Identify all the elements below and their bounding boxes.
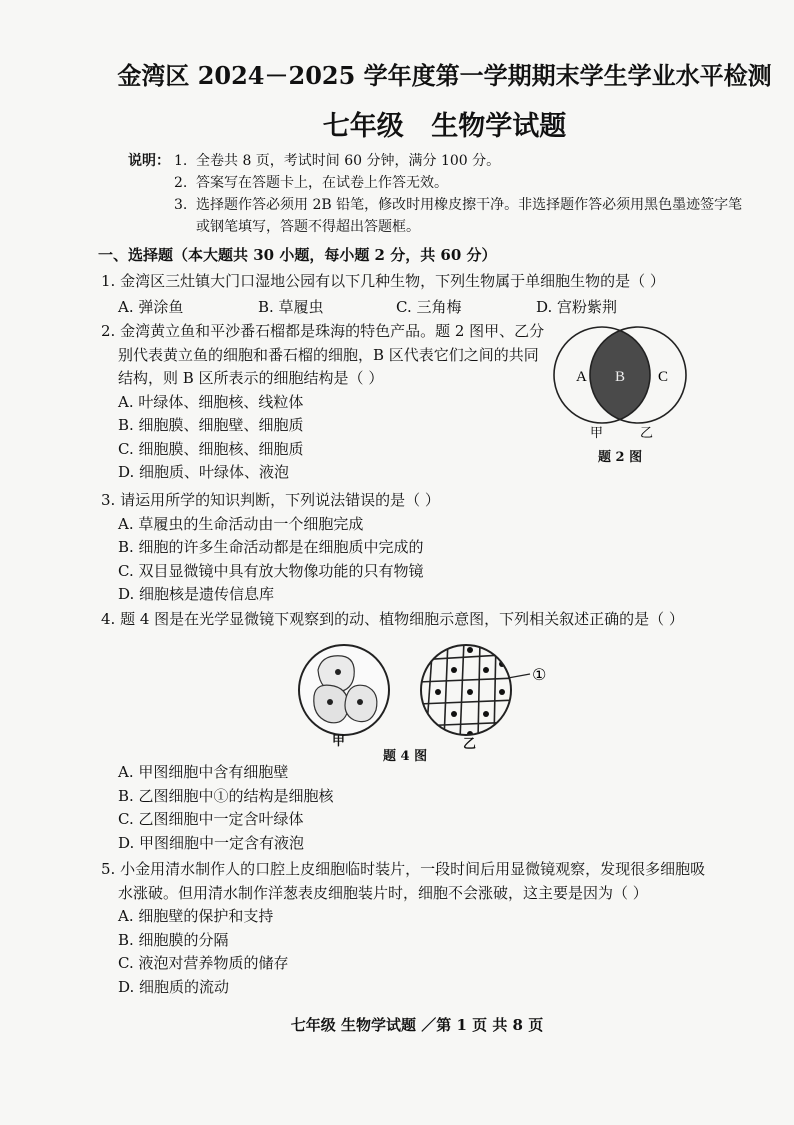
question-stem-line: 5. 小金用清水制作人的口腔上皮细胞临时装片，一段时间后用显微镜观察，发现很多细胞吸: [101, 860, 706, 878]
option-a: A. 细胞壁的保护和支持: [118, 907, 274, 925]
venn-diagram: [540, 325, 700, 465]
option-a: A. 叶绿体、细胞核、线粒体: [118, 392, 304, 411]
option-d: D. 宫粉紫荆: [536, 298, 618, 316]
section-heading: 一、选择题（本大题共 30 小题，每小题 2 分，共 60 分）: [98, 246, 497, 264]
option-c: C. 细胞膜、细胞核、细胞质: [118, 439, 304, 458]
instructions-label: 说明：: [128, 153, 170, 169]
question-stem-line: 结构，则 B 区所表示的细胞结构是（ ）: [118, 369, 384, 387]
option-b: B. 细胞膜的分隔: [118, 930, 229, 949]
option-d: D. 甲图细胞中一定含有液泡: [118, 833, 305, 852]
option-c: C. 乙图细胞中一定含叶绿体: [118, 810, 304, 828]
instruction-number: 3.: [174, 197, 188, 213]
venn-label-b: B: [615, 369, 626, 385]
question-2: [101, 320, 561, 485]
option-b: B. 乙图细胞中①的结构是细胞核: [118, 786, 334, 805]
nucleus: [335, 669, 341, 675]
option-a: A. 甲图细胞中含有细胞壁: [118, 763, 289, 781]
instruction-text: 全卷共 8 页，考试时间 60 分钟，满分 100 分。: [196, 153, 501, 169]
option-b: B. 细胞的许多生命活动都是在细胞质中完成的: [118, 538, 424, 556]
figure-4-caption: 题 4 图: [383, 749, 428, 764]
option-d: D. 细胞质、叶绿体、液泡: [118, 463, 290, 481]
instruction-text: 答案写在答题卡上，在试卷上作答无效。: [196, 175, 448, 191]
question-stem-line: 别代表黄立鱼的细胞和番石榴的细胞，B 区代表它们之间的共同: [118, 345, 539, 364]
question-stem: 1. 金湾区三灶镇大门口湿地公园有以下几种生物，下列生物属于单细胞生物的是（ ）: [101, 272, 665, 290]
option-b: B. 细胞膜、细胞壁、细胞质: [118, 416, 304, 434]
option-a: A. 弹涂鱼: [118, 298, 184, 316]
instruction-item: [128, 150, 748, 172]
instruction-number: 2.: [174, 175, 188, 191]
venn-label-c: C: [658, 369, 669, 385]
venn-under-jia: 甲: [590, 426, 604, 441]
option-b: B. 草履虫: [258, 298, 324, 316]
question-4-options: [101, 761, 334, 855]
plant-cell-view: [421, 645, 511, 735]
option-d: D. 细胞质的流动: [118, 977, 230, 996]
question-4: [101, 608, 684, 632]
instruction-item: [128, 172, 748, 194]
venn-under-yi: 乙: [640, 426, 654, 441]
venn-label-a: A: [576, 369, 587, 385]
figure-4-under-jia: 甲: [332, 734, 346, 749]
question-5: [101, 858, 705, 999]
instructions: [128, 150, 748, 238]
instruction-text: 选择题作答必须用 2B 铅笔，修改时用橡皮擦干净。非选择题作答必须用黑色墨迹签字笔或钢笔填写，答题不得超出答题框。: [196, 197, 743, 235]
figure-2-caption: 题 2 图: [598, 450, 643, 465]
page-footer: 七年级 生物学试题 ／第 1 页 共 8 页: [290, 1016, 544, 1034]
exam-subtitle: 七年级 生物学试题: [322, 111, 567, 142]
question-3: [101, 489, 440, 607]
option-c: C. 双目显微镜中具有放大物像功能的只有物镜: [118, 561, 424, 580]
question-1: [101, 270, 665, 294]
nucleus: [357, 699, 363, 705]
instruction-item: [128, 194, 748, 238]
question-stem: 4. 题 4 图是在光学显微镜下观察到的动、植物细胞示意图，下列相关叙述正确的是（ ）: [101, 610, 684, 628]
figure-4-under-yi: 乙: [463, 737, 477, 752]
option-c: C. 三角梅: [396, 298, 462, 316]
option-d: D. 细胞核是遗传信息库: [118, 585, 275, 603]
exam-title: 金湾区 2024－2025 学年度第一学期期末学生学业水平检测: [117, 61, 772, 90]
marker-line: [508, 674, 530, 678]
question-stem-line: 2. 金湾黄立鱼和平沙番石榴都是珠海的特色产品。题 2 图甲、乙分: [101, 322, 545, 340]
option-a: A. 草履虫的生命活动由一个细胞完成: [118, 514, 364, 533]
question-stem-line: 水涨破。但用清水制作洋葱表皮细胞装片时，细胞不会涨破，这主要是因为（ ）: [118, 883, 648, 902]
nucleus: [327, 699, 333, 705]
instruction-number: 1.: [174, 153, 188, 169]
marker-label: ①: [532, 665, 547, 684]
option-c: C. 液泡对营养物质的储存: [118, 954, 289, 972]
question-stem: 3. 请运用所学的知识判断，下列说法错误的是（ ）: [101, 491, 440, 509]
